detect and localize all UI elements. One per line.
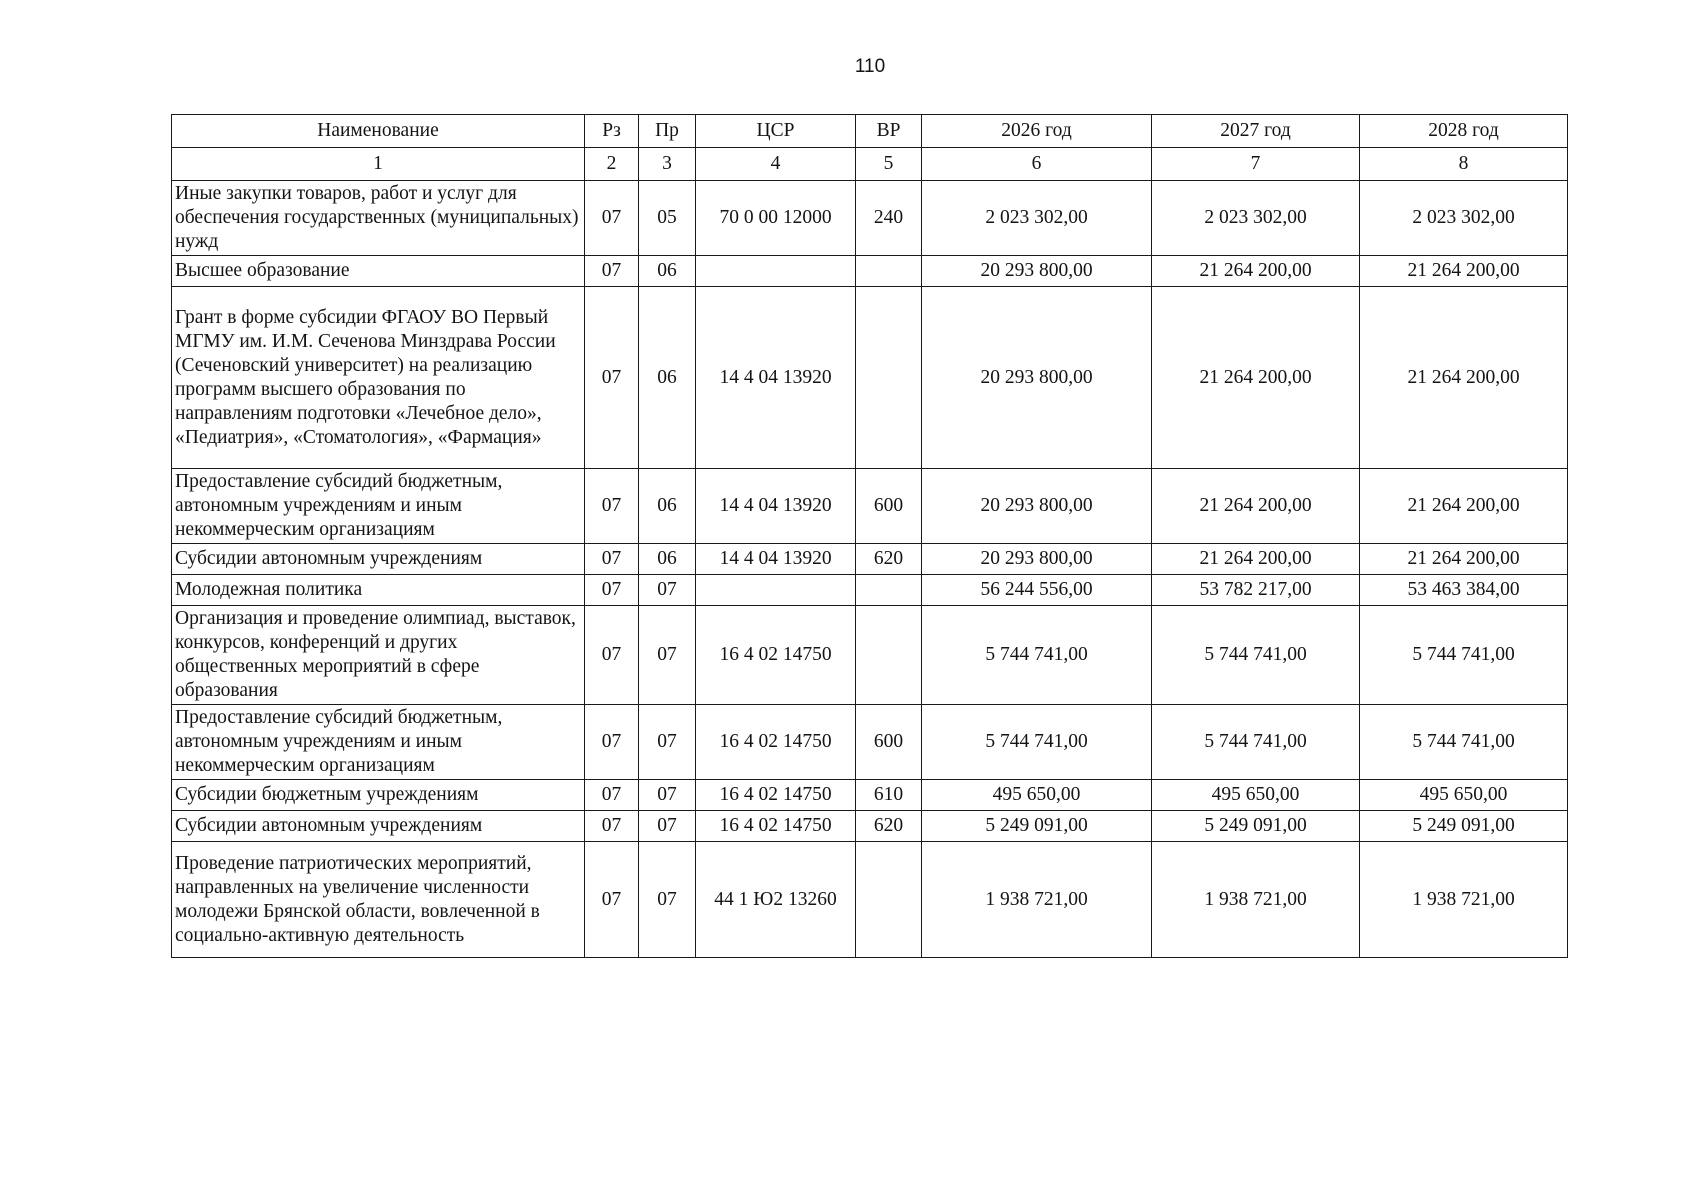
cell-2028: 21 264 200,00	[1360, 544, 1568, 575]
cell-2026: 20 293 800,00	[922, 256, 1152, 287]
header-name: Наименование	[172, 115, 585, 148]
page-number: 110	[854, 56, 886, 77]
cell-pr: 06	[639, 544, 696, 575]
cell-2028: 5 744 741,00	[1360, 606, 1568, 705]
cell-2026: 5 744 741,00	[922, 606, 1152, 705]
table-row	[172, 811, 1568, 842]
cell-vr	[856, 606, 922, 705]
cell-csr: 14 4 04 13920	[696, 469, 856, 544]
cell-2026: 20 293 800,00	[922, 544, 1152, 575]
cell-pr: 06	[639, 287, 696, 469]
cell-csr: 70 0 00 12000	[696, 181, 856, 256]
table-row	[172, 181, 1568, 256]
header-vr: ВР	[856, 115, 922, 148]
cell-2027: 5 744 741,00	[1152, 705, 1360, 780]
cell-rz: 07	[585, 842, 639, 958]
cell-2027: 495 650,00	[1152, 780, 1360, 811]
cell-vr	[856, 256, 922, 287]
cell-2026: 5 249 091,00	[922, 811, 1152, 842]
cell-2028: 2 023 302,00	[1360, 181, 1568, 256]
cell-2028: 53 463 384,00	[1360, 575, 1568, 606]
column-number: 5	[856, 148, 922, 181]
cell-2026: 56 244 556,00	[922, 575, 1152, 606]
table-row	[172, 842, 1568, 958]
cell-vr: 620	[856, 811, 922, 842]
cell-vr: 600	[856, 469, 922, 544]
cell-rz: 07	[585, 181, 639, 256]
cell-rz: 07	[585, 575, 639, 606]
cell-name: Предоставление субсидий бюджетным, автономным учреждениям и иным некоммерческим организациям	[172, 469, 585, 544]
cell-pr: 07	[639, 811, 696, 842]
cell-2026: 2 023 302,00	[922, 181, 1152, 256]
cell-name: Субсидии бюджетным учреждениям	[172, 780, 585, 811]
table-row	[172, 469, 1568, 544]
cell-2027: 21 264 200,00	[1152, 469, 1360, 544]
cell-rz: 07	[585, 287, 639, 469]
cell-vr	[856, 575, 922, 606]
cell-name: Грант в форме субсидии ФГАОУ ВО Первый МГМУ им. И.М. Сеченова Минздрава России (Сеченовский университет) на реализацию программ высшего образования по направлениям подготовки «Лечебное дело», «Педиатрия», «Стоматология», «Фармация»	[172, 287, 585, 469]
cell-name: Молодежная политика	[172, 575, 585, 606]
cell-csr: 44 1 Ю2 13260	[696, 842, 856, 958]
cell-2027: 5 249 091,00	[1152, 811, 1360, 842]
cell-2028: 21 264 200,00	[1360, 256, 1568, 287]
cell-name: Организация и проведение олимпиад, выставок, конкурсов, конференций и других общественных мероприятий в сфере образования	[172, 606, 585, 705]
column-number: 4	[696, 148, 856, 181]
cell-pr: 07	[639, 705, 696, 780]
column-number: 6	[922, 148, 1152, 181]
cell-csr	[696, 575, 856, 606]
table-row	[172, 606, 1568, 705]
cell-2027: 2 023 302,00	[1152, 181, 1360, 256]
cell-2028: 1 938 721,00	[1360, 842, 1568, 958]
cell-2027: 53 782 217,00	[1152, 575, 1360, 606]
table-row	[172, 705, 1568, 780]
cell-vr: 620	[856, 544, 922, 575]
cell-2027: 21 264 200,00	[1152, 287, 1360, 469]
cell-rz: 07	[585, 469, 639, 544]
cell-vr: 600	[856, 705, 922, 780]
cell-2027: 21 264 200,00	[1152, 544, 1360, 575]
cell-2027: 5 744 741,00	[1152, 606, 1360, 705]
column-number: 7	[1152, 148, 1360, 181]
cell-rz: 07	[585, 544, 639, 575]
cell-csr	[696, 256, 856, 287]
cell-vr	[856, 287, 922, 469]
cell-2026: 495 650,00	[922, 780, 1152, 811]
cell-vr: 610	[856, 780, 922, 811]
cell-name: Субсидии автономным учреждениям	[172, 811, 585, 842]
header-2026: 2026 год	[922, 115, 1152, 148]
table-row	[172, 780, 1568, 811]
cell-2028: 5 249 091,00	[1360, 811, 1568, 842]
cell-pr: 06	[639, 256, 696, 287]
table-body	[172, 181, 1568, 958]
budget-table	[171, 114, 1568, 958]
table-row	[172, 256, 1568, 287]
cell-2026: 1 938 721,00	[922, 842, 1152, 958]
cell-csr: 16 4 02 14750	[696, 811, 856, 842]
header-rz: Рз	[585, 115, 639, 148]
cell-csr: 16 4 02 14750	[696, 606, 856, 705]
cell-csr: 14 4 04 13920	[696, 544, 856, 575]
cell-csr: 16 4 02 14750	[696, 780, 856, 811]
cell-name: Высшее образование	[172, 256, 585, 287]
cell-2028: 21 264 200,00	[1360, 469, 1568, 544]
table-row	[172, 287, 1568, 469]
cell-vr: 240	[856, 181, 922, 256]
cell-rz: 07	[585, 811, 639, 842]
cell-csr: 14 4 04 13920	[696, 287, 856, 469]
header-2028: 2028 год	[1360, 115, 1568, 148]
cell-pr: 07	[639, 575, 696, 606]
header-row	[172, 115, 1568, 148]
cell-pr: 07	[639, 606, 696, 705]
cell-csr: 16 4 02 14750	[696, 705, 856, 780]
cell-pr: 07	[639, 842, 696, 958]
cell-2026: 5 744 741,00	[922, 705, 1152, 780]
cell-2028: 5 744 741,00	[1360, 705, 1568, 780]
cell-vr	[856, 842, 922, 958]
cell-rz: 07	[585, 606, 639, 705]
column-number: 8	[1360, 148, 1568, 181]
cell-name: Предоставление субсидий бюджетным, автономным учреждениям и иным некоммерческим организациям	[172, 705, 585, 780]
cell-rz: 07	[585, 705, 639, 780]
cell-name: Иные закупки товаров, работ и услуг для обеспечения государственных (муниципальных) нужд	[172, 181, 585, 256]
column-number: 1	[172, 148, 585, 181]
cell-2028: 495 650,00	[1360, 780, 1568, 811]
cell-2027: 21 264 200,00	[1152, 256, 1360, 287]
cell-pr: 07	[639, 780, 696, 811]
cell-2026: 20 293 800,00	[922, 469, 1152, 544]
header-pr: Пр	[639, 115, 696, 148]
column-number: 2	[585, 148, 639, 181]
cell-rz: 07	[585, 780, 639, 811]
table-row	[172, 575, 1568, 606]
cell-pr: 06	[639, 469, 696, 544]
table-row	[172, 544, 1568, 575]
cell-name: Проведение патриотических мероприятий, направленных на увеличение численности молодежи Брянской области, вовлеченной в социально-активную деятельность	[172, 842, 585, 958]
header-csr: ЦСР	[696, 115, 856, 148]
cell-2028: 21 264 200,00	[1360, 287, 1568, 469]
header-2027: 2027 год	[1152, 115, 1360, 148]
cell-pr: 05	[639, 181, 696, 256]
cell-2027: 1 938 721,00	[1152, 842, 1360, 958]
cell-2026: 20 293 800,00	[922, 287, 1152, 469]
cell-rz: 07	[585, 256, 639, 287]
column-number-row	[172, 148, 1568, 181]
cell-name: Субсидии автономным учреждениям	[172, 544, 585, 575]
column-number: 3	[639, 148, 696, 181]
